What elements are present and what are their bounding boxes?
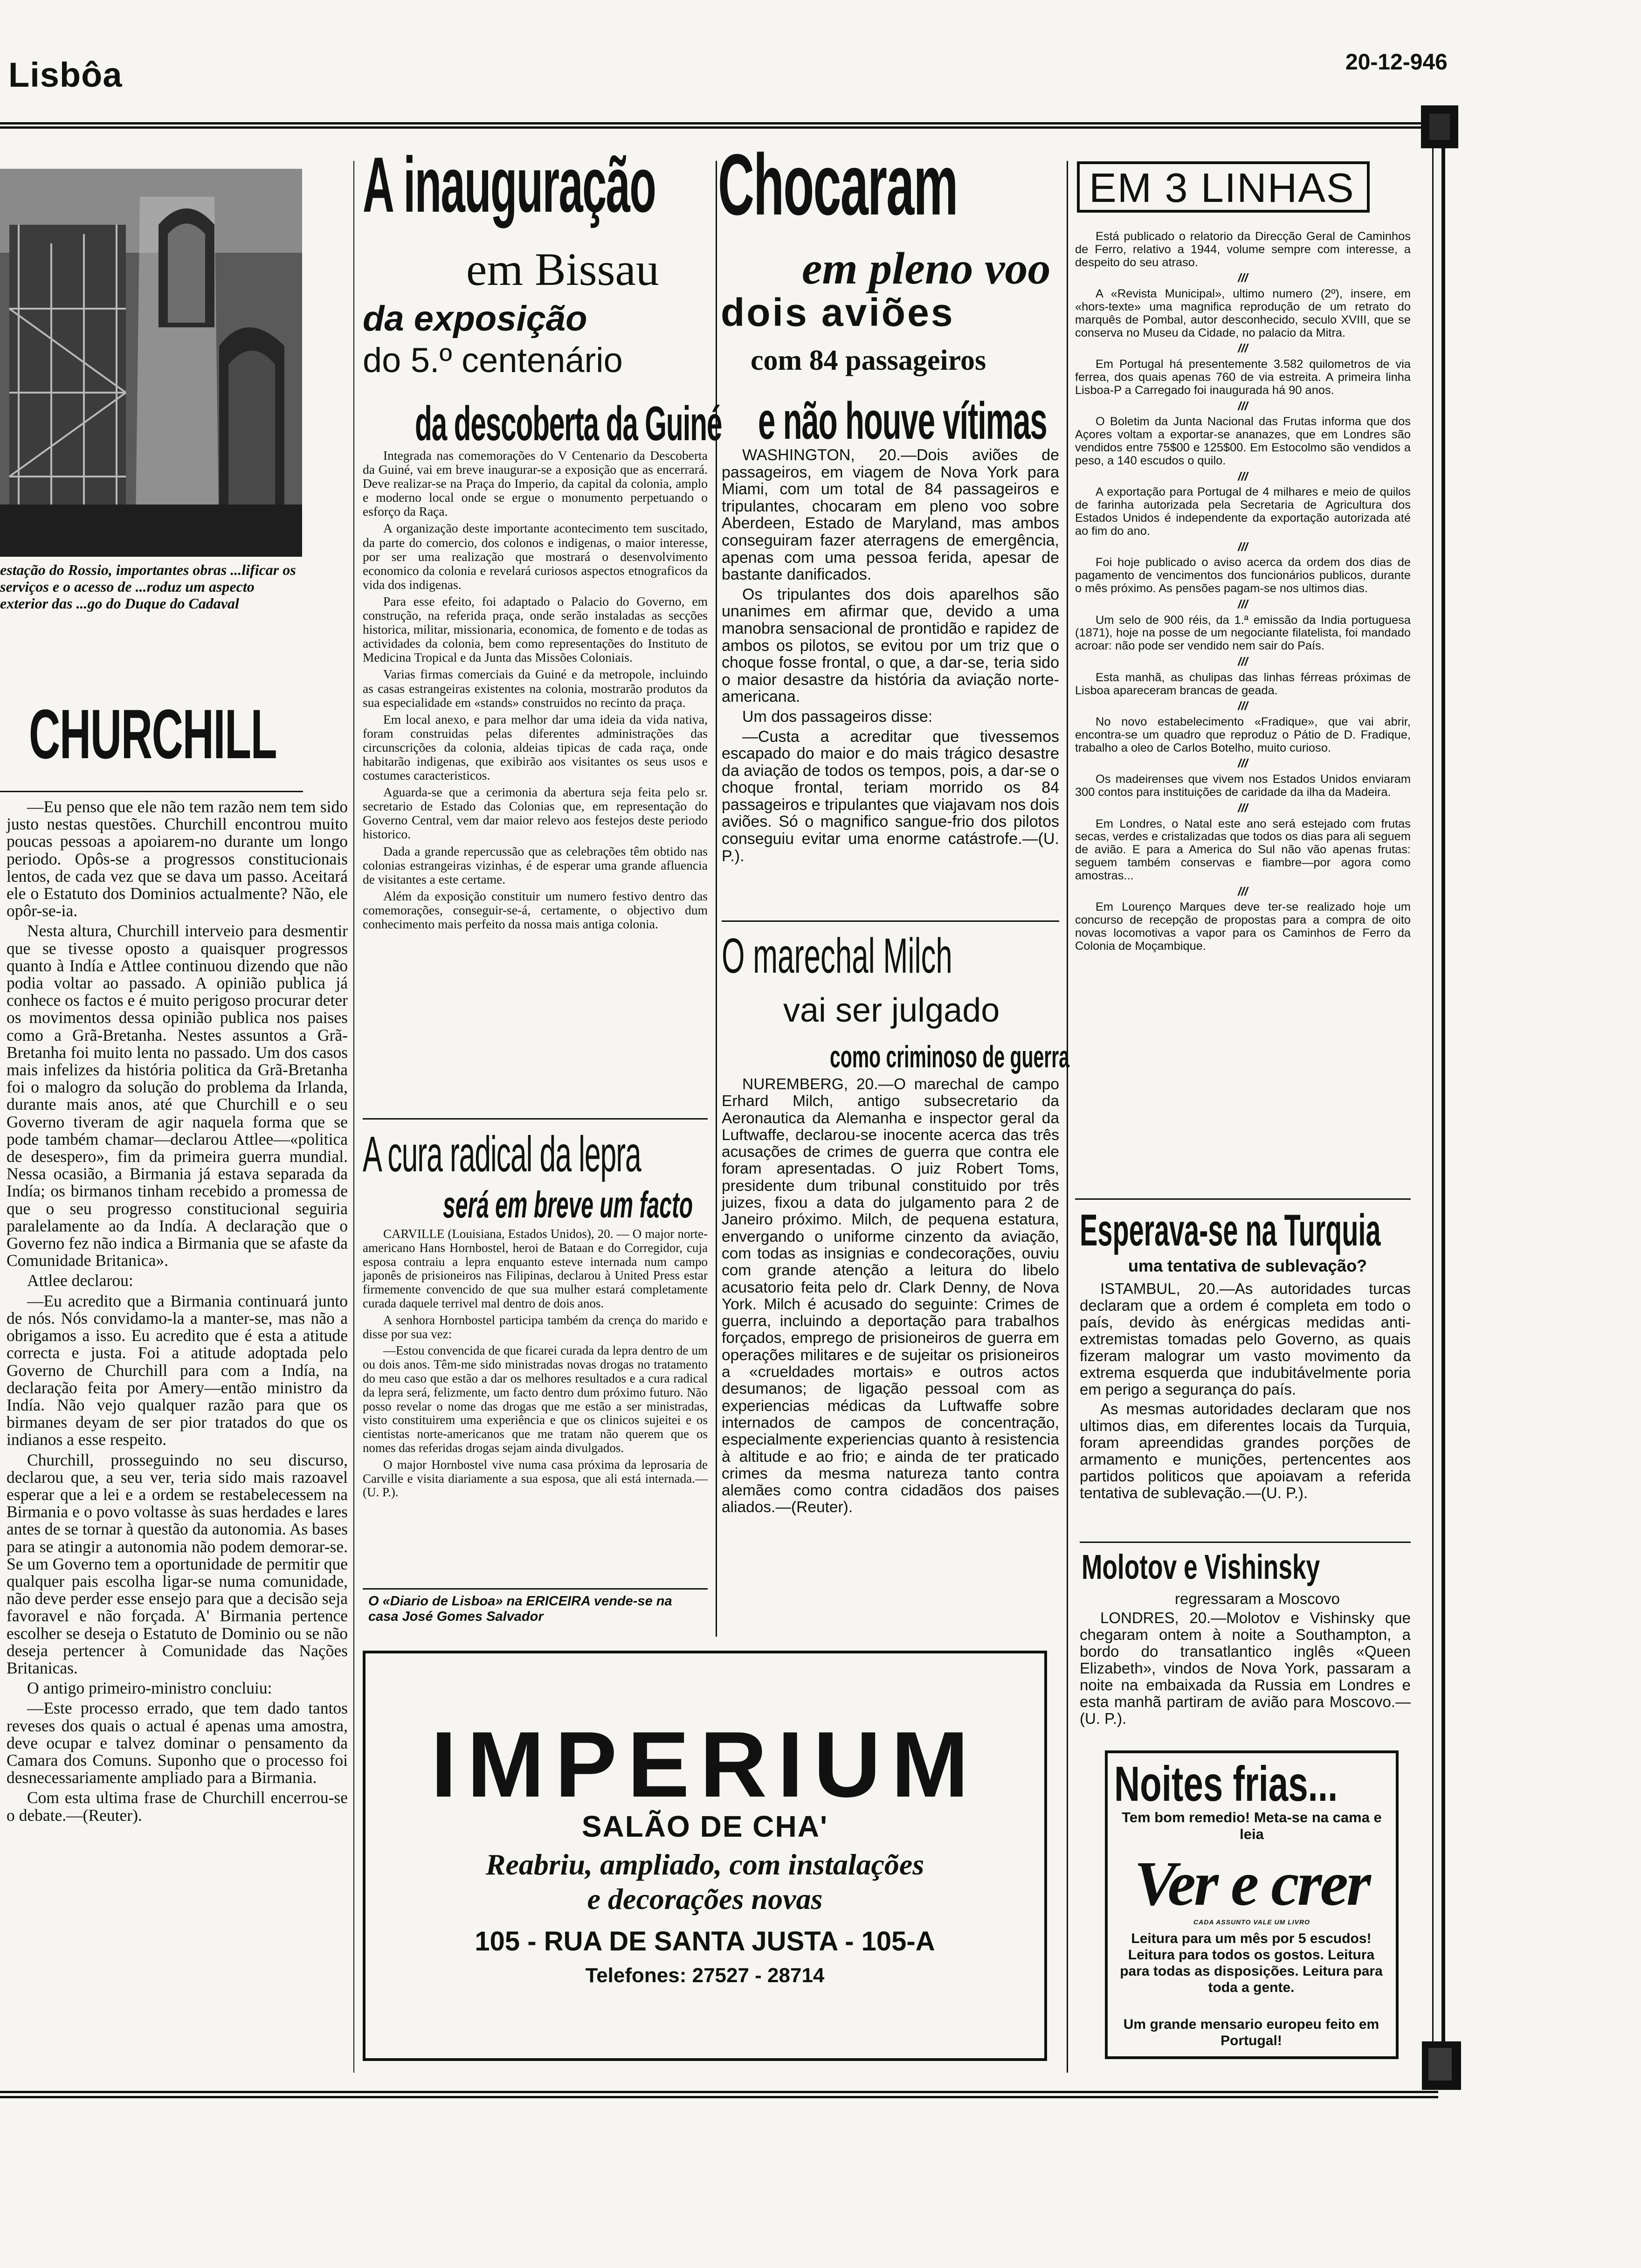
turquia-headline: Esperava-se na Turquia: [1080, 1205, 1381, 1255]
lepra-headline: A cura radical da lepra: [363, 1126, 641, 1182]
em-3-linhas-item: Foi hoje publicado o aviso acerca da ordem dos dias de pagamento de vencimentos dos funcionários publicos, durante o mês próximo. As pensões pagam-se nos ultimos dias.: [1075, 556, 1411, 595]
column-rule: [353, 161, 354, 2073]
noites-line-1: Tem bom remedio! Meta-se na cama e leia: [1122, 1809, 1382, 1842]
bissau-body: [363, 449, 708, 934]
column-rule: [1067, 161, 1068, 2073]
milch-headline: O marechal Milch: [722, 928, 952, 983]
bissau-subhead-1: em Bissau: [466, 243, 659, 295]
bissau-paragraph: Integrada nas comemorações do V Centenario da Descoberta da Guiné, vai em breve inaugurar-se a exposição que as encerrará. Deve realizar-se na Praça do Imperio, da capital da colonia, amplo e moderno local onde se ergue o monumento perpetuando o esforço da Raça.: [363, 448, 708, 519]
milch-body: [722, 1076, 1059, 1519]
em-3-linhas-item: A «Revista Municipal», ultimo numero (2º), insere, em «hors-texte» uma magnifica reprodução de um retrato do marquês de Pombal, autor desconhecido, seculo XVIII, que se conserva no Museu da Cidade, no palacio da Mitra.: [1075, 287, 1411, 339]
lepra-paragraph: O major Hornbostel vive numa casa próxima da leprosaria de Carville e visita diariamente a sua esposa, que ali está internada.—(U. P.).: [363, 1457, 708, 1500]
em-3-linhas-item: A exportação para Portugal de 4 milhares e meio de quilos de farinha autorizada pela Secretaria de Agricultura dos Estados Unidos é independente da exportação autorizada até ao fim do ano.: [1075, 485, 1411, 538]
rossio-station-photo: [0, 169, 302, 557]
separator: ///: [1238, 597, 1248, 611]
bissau-subhead-4: da descoberta da Guiné: [415, 397, 722, 451]
bissau-paragraph: A organização deste importante acontecimento tem suscitado, da parte do comercio, dos colonos e indigenas, o maior interesse, por ser uma realização que mostrará o desenvolvimento economico da colonia e revelará curiosos aspectos etnograficos da vida dos indigenas.: [363, 521, 708, 592]
building-facade-illustration: [0, 169, 302, 557]
em-3-linhas-item: Em Lourenço Marques deve ter-se realizado hoje um concurso de recepção de propostas para a compra de oito novas locomotivas a vapor para os Caminhos de Ferro da Colonia de Moçambique.: [1075, 900, 1411, 953]
em-3-linhas-item: Está publicado o relatorio da Direcção Geral de Caminhos de Ferro, relativo a 1944, volume sempre com interesse, a despeito do seu atraso.: [1075, 230, 1411, 269]
milch-subhead-2: como criminoso de guerra: [830, 1039, 1069, 1074]
bissau-rule: [363, 1118, 708, 1120]
separator: ///: [1238, 801, 1248, 815]
lepra-paragraph: —Estou convencida de que ficarei curada da lepra dentro de um ou dois anos. Têm-me sido ministradas novas drogas no tratamento do meu caso que estão a dar os melhores resultados e a cura radical da lepra será, felizmente, um facto dentro dum próximo futuro. Não posso revelar o nome das drogas que me estão a ser ministradas, visto constituirem uma experiência e que os clinicos sujeitei e os cientistas norte-americanos que me tratam não querem que os nomes das referidas drogas sejam ainda divulgados.: [363, 1343, 708, 1455]
bissau-paragraph: Aguarda-se que a cerimonia da abertura seja feita pelo sr. secretario de Estado das Colonias que, em representação do Governo Central, vem dar maior relevo aos festejos deste periodo historico.: [363, 785, 708, 842]
separator: ///: [1238, 699, 1248, 713]
bissau-subhead-2: da exposição: [363, 299, 587, 339]
masthead-title: Lisbôa: [8, 55, 123, 94]
molotov-paragraph: LONDRES, 20.—Molotov e Vishinsky que chegaram ontem à noite a Southampton, a bordo do transatlantico inglês «Queen Elizabeth», vindos de Nova York, passaram a noite na embaixada da Russia em Londres e esta manhã partiram de avião para Moscovo.—(U. P.).: [1080, 1609, 1411, 1727]
chocaram-rule: [722, 920, 1059, 922]
molotov-body: [1080, 1610, 1411, 1730]
molotov-subhead: regressaram a Moscovo: [1175, 1590, 1340, 1607]
churchill-paragraph: Churchill, prosseguindo no seu discurso, declarou que, a seu ver, teria sido mais razoavel esperar que a lei e a ordem se restabelecessem na Birmania e o povo voltasse às suas herdades e lares antes de se tornar à questão da autonomia. As bases para se atingir a autonomia não podem demorar-se. Se um Governo tem a oportunidade de permitir que qualquer pais escolha ligar-se numa comunidade, não deve perder esse ensejo para que a decisão seja favoravel e não forçada. A' Birmania pertence escolher se deseja o Estatuto de Dominio ou se não deseja pertencer à Comunidade das Nações Britanicas.: [7, 1450, 348, 1677]
separator: ///: [1238, 271, 1248, 285]
churchill-paragraph: —Eu acredito que a Birmania continuará junto de nós. Nós convidamo-la a manter-se, mas não a obrigamos a isso. Eu acredito que é esta a atitude correcta e justa. Foi a atitude adoptada pelo Governo de Churchill para com a Indía, na declaração feita por Amery—então ministro da Indía. Não vejo qualquer razão para que os birmanes deyam de ser pior tratados do que os indianos a esse respeito.: [7, 1291, 348, 1449]
chocaram-headline: Chocaram: [718, 137, 958, 233]
separator: ///: [1238, 399, 1248, 413]
column-rule: [716, 161, 717, 1637]
churchill-paragraph: Com esta ultima frase de Churchill encerrou-se o debate.—(Reuter).: [7, 1788, 348, 1825]
separator: ///: [1238, 757, 1248, 770]
lepra-subhead: será em breve um facto: [443, 1184, 693, 1225]
masthead-date: 20-12-946: [1345, 50, 1448, 75]
lepra-paragraph: A senhora Hornbostel participa também da crença do marido e disse por sua vez:: [363, 1313, 708, 1341]
churchill-paragraph: —Este processo errado, que tem dado tantos reveses dos quais o actual é apenas uma amostra, deve ocupar e talvez dominar o pensamento da Camara dos Comuns. Suponho que o processo foi desnecessariamente ampliado para a Birmania.: [7, 1699, 348, 1787]
em-3-linhas-item: Os madeirenses que vivem nos Estados Unidos enviaram 300 contos para instituições de caridade da ilha da Madeira.: [1075, 773, 1411, 799]
bissau-paragraph: Além da exposição constituir um numero festivo dentro das comemorações, conseguir-se-á, certamente, o objectivo dum conhecimento mais perfeito da nossa mais antiga colonia.: [363, 888, 708, 931]
turquia-subhead: uma tentativa de sublevação?: [1128, 1256, 1367, 1275]
em-3-linhas-headline: EM 3 LINHAS: [1089, 165, 1355, 211]
lepra-body: [363, 1227, 708, 1502]
churchill-paragraph: Nesta altura, Churchill interveio para desmentir que se tivesse oposto a quaisquer progressos quanto à Indía e Attlee continuou dizendo que não podia voltar ao passado. A opinião publica já conhece os factos e é muito perigoso procurar deter os movimentos dessa opinião publica nos paises como a Grã-Bretanha. Nestes assuntos a Grã-Bretanha foi muito lenta no passado. Um dos casos mais infelizes da história politica da Grã-Bretanha foi o malogro da solução do problema da Irlanda, durante mais anos, até que Churchill e o seu Governo tiveram de agir naquela forma que se pode também chamar—declarou Attlee—«politica de desespero», fim da primeira guerra mundial. Nessa ocasião, a Birmania já estava separada da Indía; os birmanos tinham recebido a promessa de que o seu progresso constitucional seguiria paralelamente ao da Indía. A declaração que o Governo fez não indica a Birmania que se afaste da Comunidade Britanica».: [7, 921, 348, 1270]
separator: ///: [1238, 540, 1248, 553]
bissau-paragraph: Em local anexo, e para melhor dar uma ideia da vida nativa, foram construidas pelas diferentes administrações das circunscrições da colonia, aldeias tipicas de cada raça, onde habitarão indigenas, que exibirão aos visitantes os seus usos e costumes caracteristicos.: [363, 712, 708, 783]
milch-paragraph: NUREMBERG, 20.—O marechal de campo Erhard Milch, antigo subsecretario da Aeronautica da Alemanha e inspector geral da Luftwaffe, declarou-se inocente acerca das três acusações de crimes de guerra que contra ele foram apresentadas. O juiz Robert Toms, presidente dum tribunal constituido por três juizes, fixou a data do julgamento para 2 de Janeiro próximo. Milch, de pequena estatura, envergando o uniforme cinzento da aviação, com todas as insignias e condecorações, ouviu com grande atenção a leitura do libelo acusatorio feita pelo dr. Clark Denny, de Nova York. Milch é acusado do seguinte: Crimes de guerra, incluindo a deportação para trabalhos forçados, emprego de prisioneiros de guerra em operações militares e de sujeitar os prisioneiros a «crueldades mortais» e outros actos desumanos; de ligação pessoal com as experiencias médicas da Luftwaffe sobre internados de campos de concentração, especialmente experiencias quanto à resistencia à altitude e ao frio; e ainda de ter praticado crimes da mesma natureza tanto contra alemães como contra cidadãos dos paises aliados.—(Reuter).: [722, 1076, 1059, 1516]
chocaram-subhead-4: e não houve vítimas: [758, 392, 1047, 450]
edge-bar-thin: [1432, 148, 1434, 2068]
imperium-line-2: e decorações novas: [587, 1882, 823, 1915]
chocaram-paragraph: Um dos passageiros disse:: [742, 707, 933, 726]
ver-e-crer-tagline: CADA ASSUNTO VALE UM LIVRO: [1193, 1918, 1310, 1926]
bissau-subhead-3: do 5.º centenário: [363, 341, 623, 380]
turquia-rule: [1080, 1542, 1411, 1543]
noites-headline: Noites frias...: [1114, 1756, 1338, 1812]
chocaram-paragraph: WASHINGTON, 20.—Dois aviões de passageiros, em viagem de Nova York para Miami, com um total de 84 passageiros e tripulantes, chocaram em pleno voo sobre Aberdeen, Estado de Maryland, mas ambos conseguiram fazer aterragens de emergência, apenas com uma pessoa ferida, apesar de bastante danificados.: [722, 446, 1059, 584]
em-3-linhas-item: Um selo de 900 réis, da 1.ª emissão da India portuguesa (1871), hoje na posse de um negociante filatelista, foi mandado acroar: não pode ser vendido nem sair do País.: [1075, 613, 1411, 653]
imperium-name: IMPERIUM: [431, 1713, 979, 1817]
em-3-linhas-item: Em Londres, o Natal este ano será estejado com frutas secas, verdes e cristalizadas que todos os dias para ali seguem de avião. E para a America do Sul não vão apenas frutas: seguem também conservas e fiambre—por agora como amostras...: [1075, 817, 1411, 882]
ericeira-notice: O «Diario de Lisboa» na ERICEIRA vende-se na casa José Gomes Salvador: [368, 1594, 672, 1624]
bissau-headline: A inauguração: [363, 141, 656, 228]
em-3-linhas-body: [1075, 230, 1411, 956]
churchill-rule: [0, 791, 303, 792]
imperium-subtitle: SALÃO DE CHA': [581, 1810, 828, 1843]
separator: ///: [1238, 342, 1248, 355]
churchill-paragraph: Attlee declarou:: [27, 1271, 133, 1290]
turquia-paragraph: ISTAMBUL, 20.—As autoridades turcas declaram que a ordem é completa em todo o país, devido às enérgicas medidas anti-extremistas tomadas pelo Governo, as quais fizeram malograr um vasto movimento da extrema esquerda que indubitávelmente poria em perigo a segurança do país.: [1080, 1280, 1411, 1398]
imperium-phones: Telefones: 27527 - 28714: [585, 1964, 825, 1987]
em-3-linhas-item: O Boletim da Junta Nacional das Frutas informa que dos Açores voltam a exportar-se ananazes, que em Londres são vendidos entre 75$00 e 125$00. Em Estocolmo são vendidos a peso, a 140 escudos o quilo.: [1075, 415, 1411, 467]
edge-marker-bottom: [1422, 2041, 1461, 2090]
churchill-paragraph: O antigo primeiro-ministro concluiu:: [27, 1679, 272, 1698]
churchill-paragraph: —Eu penso que ele não tem razão nem tem sido justo nestas questões. Churchill encontrou muito poucas pessoas a apoiarem-no durante um longo periodo. Opôs-se a progressos constitucionais lentos, de cada vez que se dava um passo. Aceitará ele o Estatuto dos Dominios actualmente? Não, ele opôr-se-ia.: [7, 797, 348, 920]
bissau-paragraph: Dada a grande repercussão que as celebrações têm obtido nas colonias estrangeiras vizinhas, é de esperar uma grande afluencia de visitantes a este certame.: [363, 844, 708, 886]
em-3-linhas-item: Em Portugal há presentemente 3.582 quilometros de via ferrea, dos quais apenas 760 de via estreita. A primeira linha Lisboa-P a Carregado foi inaugurada há 90 anos.: [1075, 358, 1411, 397]
em-3-linhas-item: No novo estabelecimento «Fradique», que vai abrir, encontra-se um quadro que reproduz o Pátio de D. Fradique, trabalho a oleo de Carlos Botelho, muito curioso.: [1075, 715, 1411, 754]
chocaram-paragraph: —Custa a acreditar que tivessemos escapado do maior e do mais trágico desastre da aviação de todos os tempos, pois, a dar-se o choque frontal, teriam morrido os 84 passageiros e tripulantes que viajavam nos dois aviões. Só o magnifico sangue-frio dos pilotos conseguiu evitar uma enorme catástrofe.—(U. P.).: [722, 727, 1059, 865]
ver-e-crer-logo: Ver e crer: [1134, 1849, 1369, 1919]
bissau-paragraph: Para esse efeito, foi adaptado o Palacio do Governo, em construção, na referida praça, onde serão instaladas as secções historica, militar, missionaria, economica, de fomento e de todas as actividades da colonia, bem como representações do Instituto de Medicina Tropical e da Junta das Missões Coloniais.: [363, 594, 708, 665]
em-3-linhas-rule: [1075, 1198, 1411, 1200]
lepra-paragraph: CARVILLE (Louisiana, Estados Unidos), 20. — O major norte-americano Hans Hornbostel, heroi de Bataan e do Corregidor, cuja esposa contraiu a lepra enquanto esteve internada num campo japonês de prisioneiros nas Filipinas, declarou à United Press estar firmemente convencido de que sua mulher estará completamente curada daquele terrivel mal dentro de dois anos.: [363, 1227, 708, 1310]
lepra-rule: [363, 1588, 708, 1590]
noites-footer: Um grande mensario europeu feito em Portugal!: [1123, 2017, 1379, 2048]
chocaram-paragraph: Os tripulantes dos dois aparelhos são unanimes em afirmar que, devido a uma manobra sensacional de prontidão e rapidez de ambos os pilotos, se evitou por um triz que o choque fosse frontal, o que, a dar-se, teria sido o maior desastre da história da aviação norte-americana.: [722, 585, 1059, 706]
chocaram-subhead-3: com 84 passageiros: [751, 345, 986, 376]
bottom-rule: [0, 2091, 1438, 2098]
churchill-headline: CHURCHILL: [29, 695, 277, 773]
edge-bar: [1441, 148, 1445, 2068]
em-3-linhas-item: Esta manhã, as chulipas das linhas férreas próximas de Lisboa apareceram brancas de geada.: [1075, 671, 1411, 697]
edge-marker-top: [1421, 105, 1458, 148]
imperium-address: 105 - RUA DE SANTA JUSTA - 105-A: [475, 1926, 935, 1957]
churchill-body: [7, 798, 348, 1827]
top-rule: [0, 122, 1438, 129]
imperium-line-1: Reabriu, ampliado, com instalações: [485, 1848, 924, 1881]
chocaram-subhead-1: em pleno voo: [802, 243, 1051, 294]
chocaram-body: [722, 447, 1059, 867]
noites-body: Leitura para um mês por 5 escudos! Leitura para todos os gostos. Leitura para todas as disposições. Leitura para toda a gente.: [1120, 1931, 1383, 1995]
separator: ///: [1238, 885, 1248, 898]
separator: ///: [1238, 470, 1248, 483]
separator: ///: [1238, 655, 1248, 668]
molotov-headline: Molotov e Vishinsky: [1082, 1548, 1320, 1586]
turquia-paragraph: As mesmas autoridades declaram que nos ultimos dias, em diferentes locais da Turquia, foram apreendidas grandes porções de armamento e munições, pertencentes aos partidos politicos que apoiavam a referida tentativa de sublevação.—(U. P.).: [1080, 1400, 1411, 1501]
photo-caption: estação do Rossio, importantes obras ...lificar os serviços e o acesso de ...roduz um aspecto exterior das ...go do Duque do Cadaval: [0, 561, 296, 612]
milch-subhead-1: vai ser julgado: [783, 992, 1000, 1029]
chocaram-subhead-2: dois aviões: [721, 290, 955, 334]
turquia-body: [1080, 1280, 1411, 1504]
bissau-paragraph: Varias firmas comerciais da Guiné e da metropole, incluindo as casas estrangeiras existentes na colonia, mostrarão produtos da sua especialidade em «stands» construidos no recinto da praça.: [363, 667, 708, 710]
